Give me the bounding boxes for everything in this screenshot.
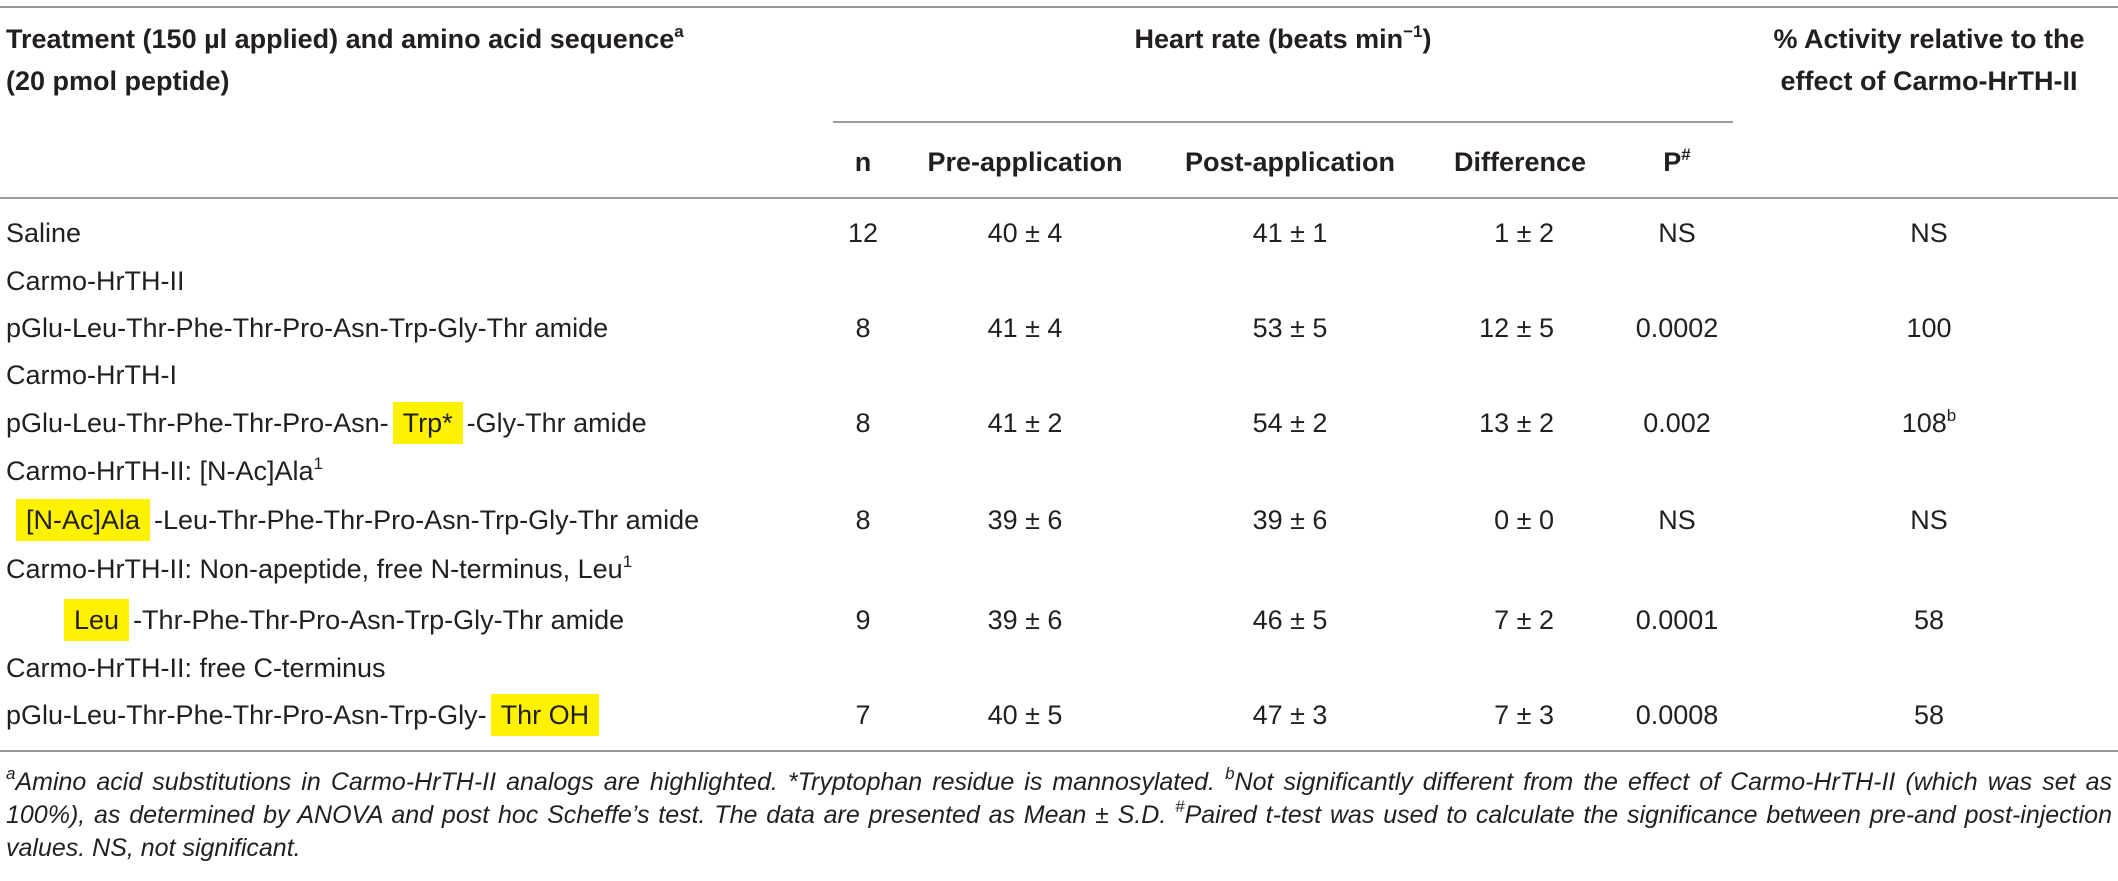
cell-post: 54 ± 2 [1252, 408, 1328, 438]
row-label: Carmo-HrTH-II: Non-apeptide, free N-terminus, Leu$^1$ [6, 552, 633, 584]
top-rule [0, 6, 2118, 8]
header-n: n [854, 147, 872, 177]
row-sequence: pGlu-Leu-Thr-Phe-Thr-Pro-Asn-Trp-Gly-Thr amide [6, 313, 609, 343]
header-post: Post-application [1184, 147, 1395, 177]
cell-pre: 40 ± 4 [987, 218, 1063, 248]
cell-n: 9 [855, 605, 871, 635]
cell-pre: 40 ± 5 [987, 700, 1063, 730]
cell-activity: 108$^b$ [1901, 406, 1957, 438]
cell-activity: 58 [1913, 700, 1945, 730]
cell-p: NS [1658, 505, 1696, 535]
cell-activity: NS [1910, 218, 1948, 248]
cell-p: NS [1658, 218, 1696, 248]
cell-diff: 0 ± 0 [1494, 505, 1554, 535]
cell-n: 8 [855, 408, 871, 438]
cell-p: 0.0001 [1635, 605, 1719, 635]
substitution-highlight: [N-Ac]Ala [16, 499, 150, 541]
cell-diff: 13 ± 2 [1479, 408, 1554, 438]
cell-pre: 41 ± 4 [987, 313, 1063, 343]
substitution-highlight: Leu [64, 599, 129, 641]
row-sequence: Leu -Thr-Phe-Thr-Pro-Asn-Trp-Gly-Thr amide [60, 603, 624, 637]
cell-post: 47 ± 3 [1252, 700, 1328, 730]
cell-diff: 1 ± 2 [1494, 218, 1554, 248]
header-heart-rate: Heart rate (beats $\min^{-1}$) [1134, 22, 1432, 54]
row-label: Carmo-HrTH-II: [N-Ac]Ala$^1$ [6, 454, 323, 486]
table-footnote: $^a$Amino acid substitutions in Carmo-HrTH-II analogs are highlighted. *Tryptophan residue is mannosylated. $^b$Not significantly different from the effect of Carmo-HrTH-II (which was set as 100%), as determined by ANOVA and post hoc Scheffe’s test. The data are presented as Mean ± S.D. #Paired t-test was used to calculate the significance between pre-and post-injection values. NS, not significant. [6, 764, 2113, 862]
header-pre: Pre-application [927, 147, 1123, 177]
cell-activity: NS [1910, 505, 1948, 535]
row-label: Carmo-HrTH-I [6, 360, 177, 390]
cell-diff: 12 ± 5 [1479, 313, 1554, 343]
row-sequence: [N-Ac]Ala -Leu-Thr-Phe-Thr-Pro-Asn-Trp-Gly-Thr amide [6, 503, 699, 537]
cell-pre: 39 ± 6 [987, 605, 1063, 635]
cell-pre: 41 ± 2 [987, 408, 1063, 438]
header-diff: Difference [1453, 147, 1587, 177]
cell-pre: 39 ± 6 [987, 505, 1063, 535]
cell-p: 0.0008 [1635, 700, 1719, 730]
table-bottom-rule [0, 750, 2118, 752]
cell-n: 8 [855, 313, 871, 343]
header-p: P# [1663, 145, 1691, 177]
cell-p: 0.002 [1643, 408, 1711, 438]
row-label: Saline [6, 218, 82, 248]
cell-diff: 7 ± 2 [1494, 605, 1554, 635]
row-sequence: pGlu-Leu-Thr-Phe-Thr-Pro-Asn- Trp* -Gly-Thr amide [6, 406, 647, 440]
row-sequence: pGlu-Leu-Thr-Phe-Thr-Pro-Asn-Trp-Gly- Thr OH [6, 698, 603, 732]
cell-n: 7 [855, 700, 871, 730]
cell-post: 41 ± 1 [1252, 218, 1328, 248]
header-bottom-rule [0, 197, 2118, 199]
header-activity-sub: effect of Carmo-HrTH-II [1780, 66, 2078, 96]
heart-rate-rule [833, 121, 1733, 123]
row-label: Carmo-HrTH-II [6, 266, 185, 296]
cell-activity: 58 [1913, 605, 1945, 635]
cell-p: 0.0002 [1635, 313, 1719, 343]
header-treatment: Treatment (150 µl applied) and amino acid sequence$^a$ [6, 22, 684, 54]
cell-post: 46 ± 5 [1252, 605, 1328, 635]
cell-post: 53 ± 5 [1252, 313, 1328, 343]
cell-post: 39 ± 6 [1252, 505, 1328, 535]
cell-activity: 100 [1906, 313, 1952, 343]
substitution-highlight: Thr OH [491, 694, 600, 736]
cell-n: 8 [855, 505, 871, 535]
header-treatment-sub: (20 pmol peptide) [6, 66, 230, 96]
header-activity: % Activity relative to the [1773, 24, 2085, 54]
substitution-highlight: Trp* [393, 402, 463, 444]
cell-n: 12 [847, 218, 879, 248]
cell-diff: 7 ± 3 [1494, 700, 1554, 730]
row-label: Carmo-HrTH-II: free C-terminus [6, 653, 386, 683]
